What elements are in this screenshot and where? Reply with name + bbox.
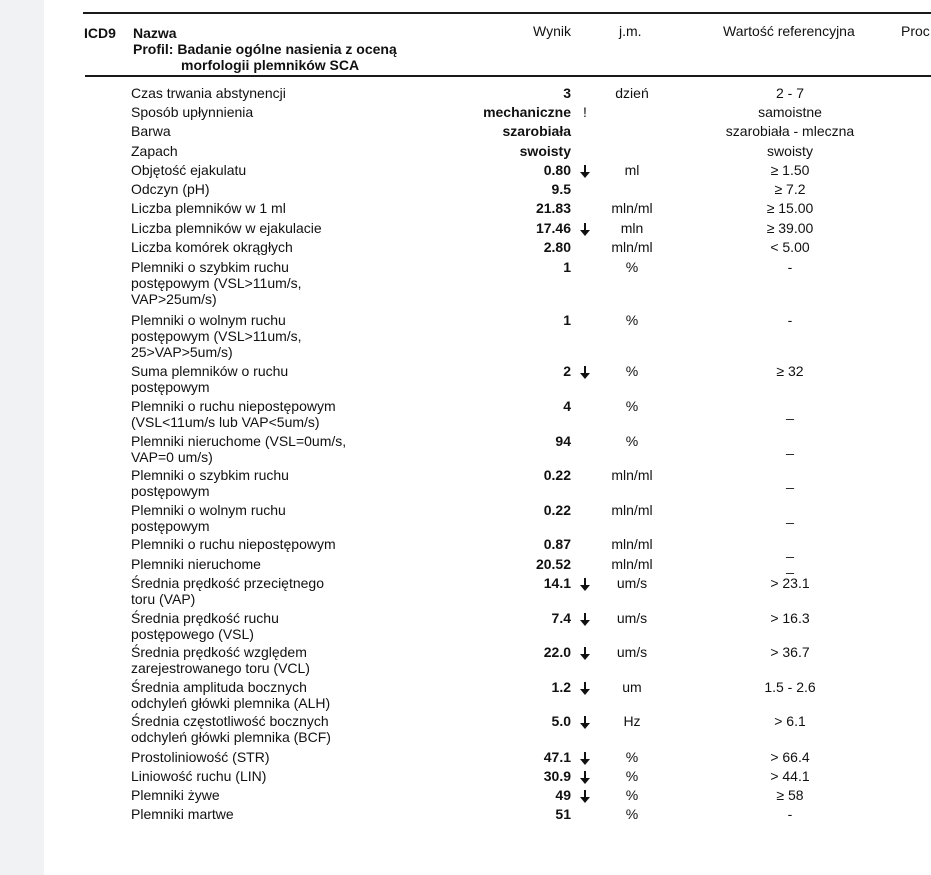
test-unit: mln (620, 220, 644, 236)
test-result: 21.83 (535, 200, 571, 216)
test-result: 7.4 (551, 610, 571, 626)
reference-range: > 16.3 (770, 610, 810, 626)
test-name: Średnia prędkość ruchu postępowego (VSL) (131, 610, 279, 642)
test-name: Średnia amplituda bocznych odchyleń główki plemnika (ALH) (131, 679, 331, 711)
test-unit: um/s (616, 644, 648, 660)
reference-range: > 23.1 (770, 575, 810, 591)
down-arrow-icon (578, 644, 592, 661)
reference-range: > 66.4 (770, 749, 810, 765)
reference-range: _ (786, 404, 794, 420)
warning-flag: ! (583, 104, 587, 120)
test-result: 0.87 (543, 536, 571, 552)
down-arrow-icon (578, 220, 592, 237)
reference-range: ≥ 39.00 (766, 220, 814, 236)
column-header-unit: j.m. (619, 23, 642, 39)
test-result: 49 (555, 787, 571, 803)
down-arrow-icon (578, 162, 592, 179)
test-name: Plemniki o szybkim ruchu postępowym (131, 467, 289, 499)
test-unit: % (625, 312, 639, 328)
test-unit: % (625, 768, 639, 784)
test-unit: % (625, 259, 639, 275)
down-arrow-icon (578, 610, 592, 627)
test-result: 0.80 (543, 162, 571, 178)
down-arrow-icon (578, 713, 592, 730)
test-unit: % (625, 433, 639, 449)
test-name: Plemniki o wolnym ruchu postępowym (131, 502, 286, 534)
test-name: Plemniki o ruchu niepostępowym (VSL<11um/s lub VAP<5um/s) (131, 398, 336, 430)
reference-range: > 36.7 (770, 644, 810, 660)
reference-range: samoistne (758, 104, 822, 120)
test-result: mechaniczne (483, 104, 571, 120)
test-result: 20.52 (535, 556, 571, 572)
down-arrow-icon (578, 787, 592, 804)
test-result: 94 (555, 433, 571, 449)
test-unit: % (625, 806, 639, 822)
test-result: 17.46 (535, 220, 571, 236)
test-unit: mln/ml (611, 467, 653, 483)
test-unit: um/s (616, 575, 648, 591)
down-arrow-icon (578, 363, 592, 380)
test-result: 3 (563, 85, 571, 101)
left-gutter (0, 0, 44, 875)
test-name: Zapach (131, 143, 178, 159)
test-name: Objętość ejakulatu (131, 162, 247, 178)
test-unit: % (625, 398, 639, 414)
reference-range: ≥ 15.00 (766, 200, 814, 216)
header-bottom-rule (85, 75, 931, 77)
test-unit: mln/ml (611, 556, 653, 572)
test-unit: % (625, 363, 639, 379)
test-name: Plemniki nieruchome (131, 556, 261, 572)
test-name: Odczyn (pH) (131, 181, 210, 197)
test-name: Plemniki o ruchu niepostępowym (131, 536, 336, 552)
test-result: 22.0 (543, 644, 571, 660)
reference-range: szarobiała - mleczna (725, 123, 855, 139)
test-result: 14.1 (543, 575, 571, 591)
reference-range: 2 - 7 (775, 85, 804, 101)
reference-range: > 6.1 (774, 713, 806, 729)
down-arrow-icon (578, 575, 592, 592)
test-unit: dzień (615, 85, 649, 101)
reference-range: _ (786, 542, 794, 558)
test-name: Prostoliniowość (STR) (131, 749, 270, 765)
reference-range: - (787, 806, 793, 822)
test-unit: mln/ml (611, 502, 653, 518)
reference-range: ≥ 32 (776, 363, 804, 379)
test-unit: ml (624, 162, 640, 178)
test-name: Plemniki o szybkim ruchu postępowym (VSL>11um/s, VAP>25um/s) (131, 259, 302, 307)
reference-range: _ (786, 439, 794, 455)
test-unit: % (625, 749, 639, 765)
column-header-icd9: ICD9 (84, 25, 116, 41)
test-unit: mln/ml (611, 239, 653, 255)
test-result: 0.22 (543, 467, 571, 483)
test-name: Czas trwania abstynencji (131, 85, 286, 101)
test-unit: um (622, 679, 642, 695)
test-result: 1 (563, 312, 571, 328)
test-result: 2.80 (543, 239, 571, 255)
test-name: Średnia częstotliwość bocznych odchyleń główki plemnika (BCF) (131, 713, 331, 745)
test-result: 1 (563, 259, 571, 275)
reference-range: swoisty (767, 143, 813, 159)
test-name: Liczba plemników w 1 ml (131, 200, 286, 216)
test-name: Liczba komórek okrągłych (131, 239, 293, 255)
test-result: 30.9 (543, 768, 571, 784)
test-name: Liniowość ruchu (LIN) (131, 768, 267, 784)
test-result: 51 (555, 806, 571, 822)
reference-range: - (787, 312, 793, 328)
reference-range: < 5.00 (770, 239, 810, 255)
test-result: swoisty (519, 143, 571, 159)
header-top-rule (83, 12, 931, 14)
reference-range: ≥ 1.50 (770, 162, 810, 178)
test-name: Suma plemników o ruchu postępowym (131, 363, 289, 395)
test-name: Średnia prędkość przeciętnego toru (VAP) (131, 575, 325, 607)
test-result: 4 (563, 398, 571, 414)
test-name: Plemniki martwe (131, 806, 234, 822)
column-header-name: Nazwa (133, 25, 177, 41)
profile-title-line1: Profil: Badanie ogólne nasienia z oceną (133, 41, 397, 57)
column-header-procedure: Proc (901, 23, 930, 39)
test-result: 0.22 (543, 502, 571, 518)
down-arrow-icon (578, 768, 592, 785)
test-unit: mln/ml (611, 536, 653, 552)
test-name: Barwa (131, 123, 171, 139)
down-arrow-icon (578, 679, 592, 696)
down-arrow-icon (578, 749, 592, 766)
test-name: Plemniki nieruchome (VSL=0um/s, VAP=0 um/s) (131, 433, 347, 465)
test-name: Plemniki o wolnym ruchu postępowym (VSL>11um/s, 25>VAP>5um/s) (131, 312, 302, 360)
test-unit: mln/ml (611, 200, 653, 216)
column-header-reference: Wartość referencyjna (723, 23, 855, 39)
reference-range: _ (786, 473, 794, 489)
test-result: 9.5 (551, 181, 571, 197)
test-name: Plemniki żywe (131, 787, 220, 803)
reference-range: ≥ 7.2 (774, 181, 806, 197)
test-result: 1.2 (551, 679, 571, 695)
test-result: 5.0 (551, 713, 571, 729)
test-name: Sposób upłynnienia (131, 104, 254, 120)
reference-range: _ (786, 558, 794, 574)
reference-range: ≥ 58 (776, 787, 804, 803)
test-name: Liczba plemników w ejakulacie (131, 220, 322, 236)
column-header-result: Wynik (533, 23, 571, 39)
test-name: Średnia prędkość względem zarejestrowanego toru (VCL) (131, 644, 310, 676)
reference-range: _ (786, 508, 794, 524)
test-result: 2 (563, 363, 571, 379)
reference-range: - (787, 259, 793, 275)
reference-range: 1.5 - 2.6 (764, 679, 816, 695)
test-unit: Hz (623, 713, 641, 729)
reference-range: > 44.1 (770, 768, 810, 784)
test-result: szarobiała (502, 123, 571, 139)
profile-title-line2: morfologii plemników SCA (181, 57, 360, 73)
test-unit: % (625, 787, 639, 803)
test-result: 47.1 (543, 749, 571, 765)
test-unit: um/s (616, 610, 648, 626)
